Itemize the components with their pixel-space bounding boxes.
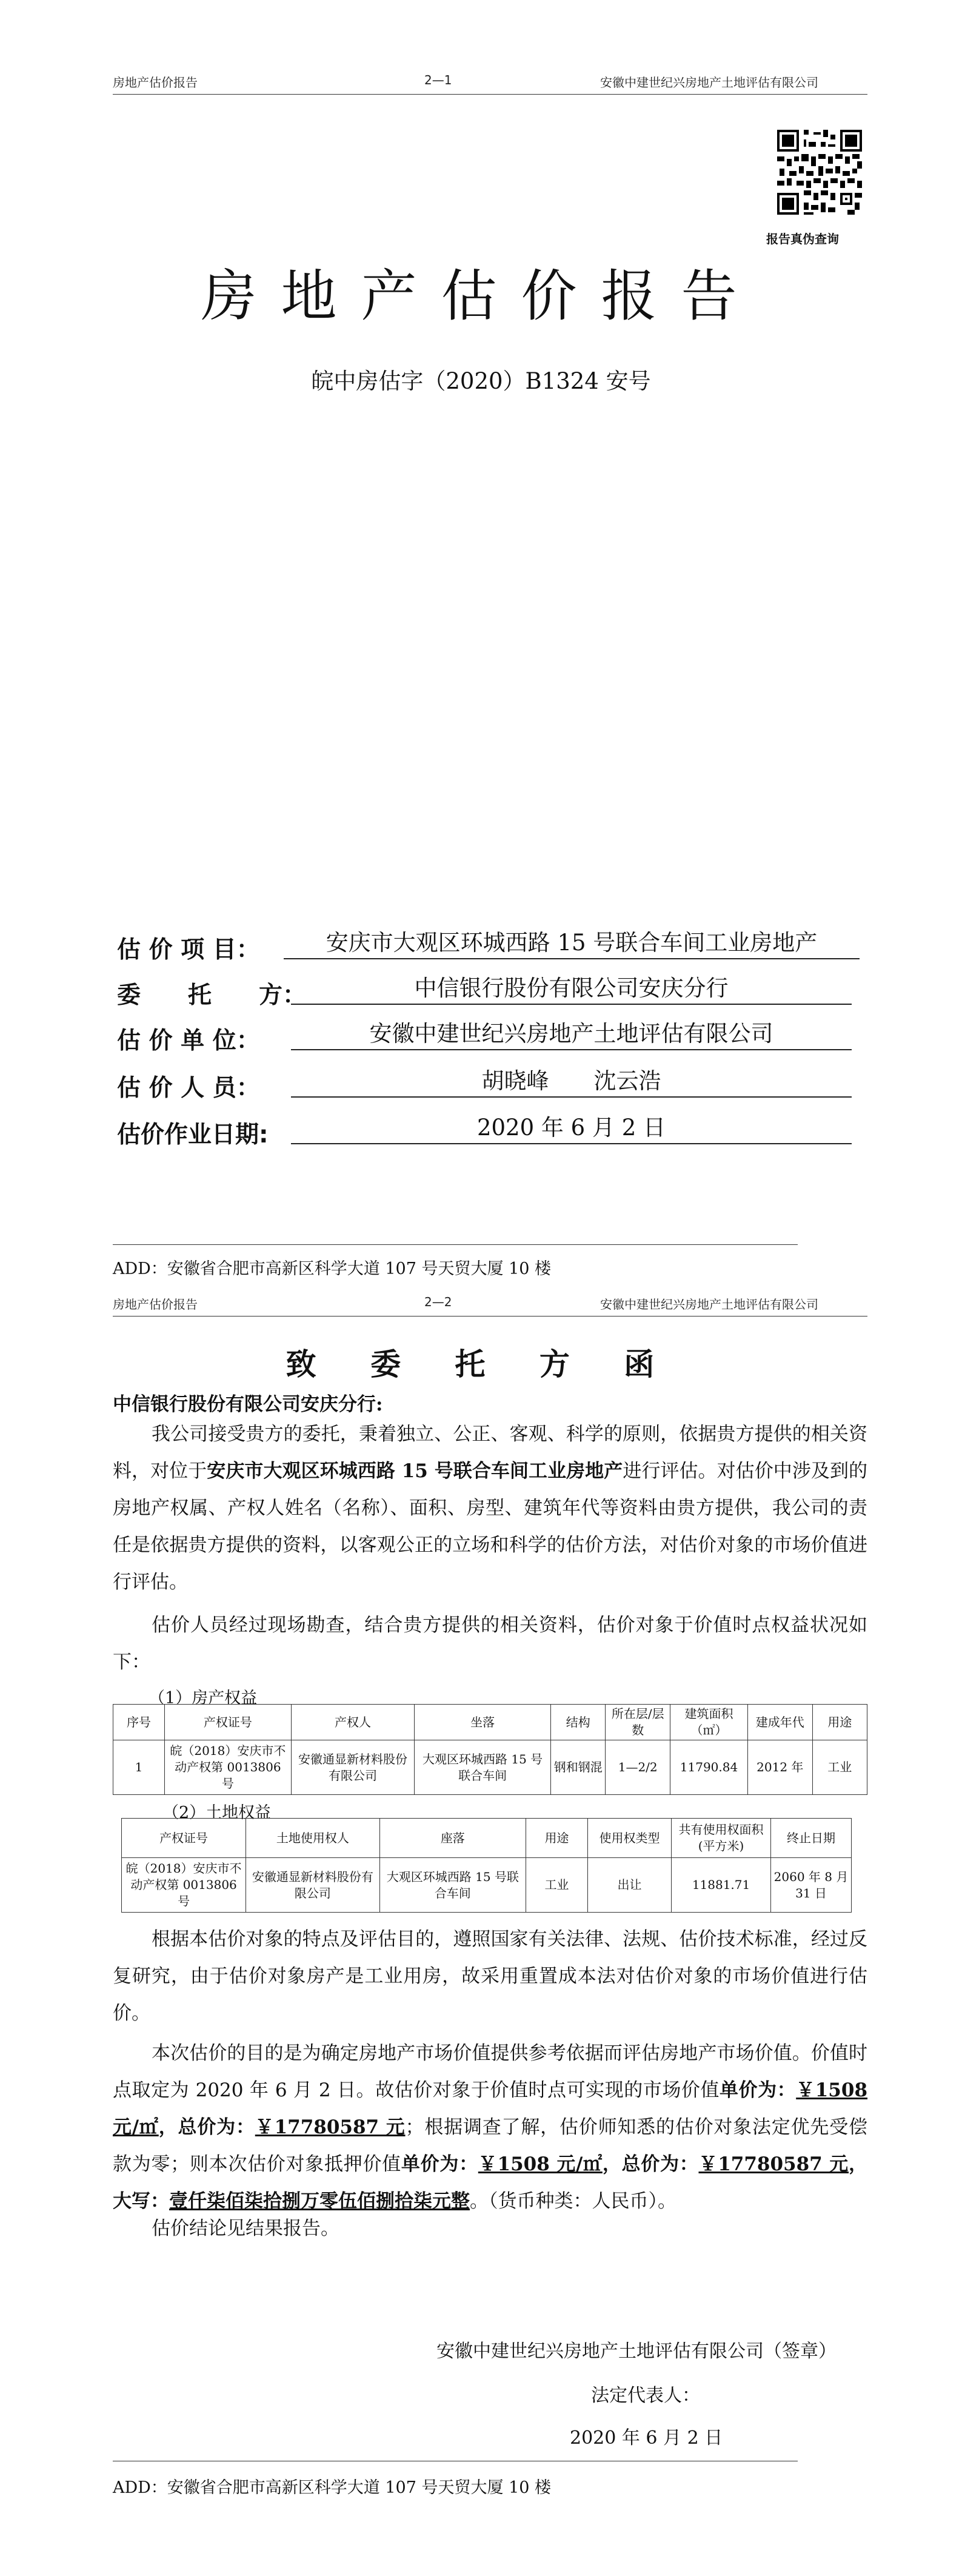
table-header: 产权证号 <box>165 1705 292 1740</box>
table-cell: 2060 年 8 月 31 日 <box>770 1858 851 1913</box>
field-value-appraisers: 胡晓峰 沈云浩 <box>291 1066 852 1098</box>
table-header: 座落 <box>379 1819 526 1858</box>
table-header: 建筑面积（㎡） <box>670 1705 747 1740</box>
p1-property-name: 安庆市大观区环城西路 15 号联合车间工业房地产 <box>207 1460 623 1482</box>
table-row <box>122 1858 852 1913</box>
table-cell: 大观区环城西路 15 号联合车间 <box>415 1740 551 1795</box>
table1-title: （1）房产权益 <box>149 1689 258 1708</box>
page1-header-page-number: 2—1 <box>424 73 452 87</box>
field-label-appraisers: 估 价 人 员： <box>117 1075 260 1102</box>
p4-unit-price-2: ￥1508 元/㎡ <box>478 2153 603 2175</box>
table-header: 终止日期 <box>770 1819 851 1858</box>
table-cell: 工业 <box>812 1740 867 1795</box>
field-label-client: 委 托 方： <box>117 982 307 1009</box>
report-number: 皖中房估字（2020）B1324 安号 <box>311 368 651 394</box>
field-value-work-date: 2020 年 6 月 2 日 <box>291 1113 852 1144</box>
letter-salutation: 中信银行股份有限公司安庆分行: <box>113 1394 383 1415</box>
letter-paragraph-5: 估价结论见结果报告。 <box>152 2218 339 2239</box>
p1-text-a: 我公司接受贵方的委托，秉着独立、公正、客观、科学的原则，依据贵方提供的相关资料，对位于 <box>113 1423 867 1482</box>
table-header: 产权证号 <box>122 1819 246 1858</box>
field-value-project: 安庆市大观区环城西路 15 号联合车间工业房地产 <box>284 928 860 959</box>
table-header-row <box>122 1819 852 1858</box>
table-cell: 2012 年 <box>748 1740 813 1795</box>
p4-total-label-2: ，总价为： <box>602 2153 699 2175</box>
field-value-appraiser-company: 安徽中建世纪兴房地产土地评估有限公司 <box>291 1019 852 1050</box>
table-header: 序号 <box>113 1705 165 1740</box>
table-cell: 11881.71 <box>672 1858 771 1913</box>
table-header: 结构 <box>551 1705 606 1740</box>
p4-daxie-amount: 壹仟柒佰柒拾捌万零伍佰捌拾柒元整 <box>169 2190 470 2212</box>
table-header-row <box>113 1705 867 1740</box>
table-cell: 安徽通显新材料股份有限公司 <box>291 1740 414 1795</box>
land-rights-table <box>121 1818 852 1913</box>
letter-paragraph-3: 根据本估价对象的特点及评估目的，遵照国家有关法律、法规、估价技术标准，经过反复研究，由于估价对象房产是工业用房，故采用重置成本法对估价对象的市场价值进行估价。 <box>113 1928 867 2024</box>
table-header: 建成年代 <box>748 1705 813 1740</box>
p4-text-c: 。（货币种类：人民币）。 <box>470 2190 676 2212</box>
p4-text-a: 本次估价的目的是为确定房地产市场价值提供参考依据而评估房地产市场价值。价值时点取定为 2020 年 6 月 2 日。故估价对象于价值时点可实现的市场价值 <box>113 2042 867 2101</box>
table-cell: 皖（2018）安庆市不动产权第 0013806 号 <box>165 1740 292 1795</box>
table-cell: 1—2/2 <box>606 1740 670 1795</box>
table-header: 产权人 <box>291 1705 414 1740</box>
page1-footer-address: ADD：安徽省合肥市高新区科学大道 107 号天贸大厦 10 楼 <box>113 1259 552 1278</box>
table-header: 共有使用权面积(平方米) <box>672 1819 771 1858</box>
p4-daxie-label: ，大写： <box>113 2153 867 2212</box>
page1-footer-rule <box>113 1244 798 1245</box>
page1-header-right: 安徽中建世纪兴房地产土地评估有限公司 <box>600 75 818 90</box>
p4-unit-label-2: 单价为： <box>401 2153 478 2175</box>
p4-unit-label: 单价为： <box>719 2079 797 2101</box>
page2-header-page-number: 2—2 <box>424 1295 452 1309</box>
page2-header-rule <box>113 1316 867 1317</box>
letter-paragraph-2: 估价人员经过现场勘查，结合贵方提供的相关资料，估价对象于价值时点权益状况如下： <box>113 1614 867 1673</box>
signature-company: 安徽中建世纪兴房地产土地评估有限公司（签章） <box>436 2341 837 2362</box>
table-cell: 大观区环城西路 15 号联合车间 <box>379 1858 526 1913</box>
field-label-appraiser-company: 估 价 单 位： <box>117 1027 260 1055</box>
table-header: 使用权类型 <box>587 1819 671 1858</box>
table-cell: 1 <box>113 1740 165 1795</box>
p4-total-price: ￥17780587 元 <box>255 2116 406 2138</box>
p4-unit-price: ￥1508 元/㎡ <box>113 2079 868 2138</box>
table-cell: 皖（2018）安庆市不动产权第 0013806 号 <box>122 1858 246 1913</box>
report-title: 房地产估价报告 <box>201 264 761 329</box>
page1-header-rule <box>113 94 867 95</box>
table-cell: 安徽通显新材料股份有限公司 <box>246 1858 380 1913</box>
page2-header-left: 房地产估价报告 <box>113 1297 198 1312</box>
p1-text-c: 进行评估。对估价中涉及到的房地产权属、产权人姓名（名称）、面积、房型、建筑年代等资料由贵方提供，我公司的责任是依据贵方提供的资料，以客观公正的立场和科学的估价方法，对估价对象的市场价值进行评估。 <box>113 1460 868 1593</box>
table2-title: （2）土地权益 <box>162 1803 272 1822</box>
field-value-client: 中信银行股份有限公司安庆分行 <box>291 973 852 1005</box>
letter-paragraph-1 <box>113 1416 867 1601</box>
field-label-project: 估 价 项 目： <box>117 936 260 964</box>
signature-date: 2020 年 6 月 2 日 <box>570 2427 723 2449</box>
table-header: 所在层/层数 <box>606 1705 670 1740</box>
table-header: 用途 <box>526 1819 587 1858</box>
letter-paragraph-4 <box>113 2035 867 2220</box>
page2-header-right: 安徽中建世纪兴房地产土地评估有限公司 <box>600 1297 818 1312</box>
house-rights-table <box>113 1704 867 1795</box>
table-cell: 出让 <box>587 1858 671 1913</box>
table-cell: 11790.84 <box>670 1740 747 1795</box>
table-cell: 工业 <box>526 1858 587 1913</box>
p4-total-price-2: ￥17780587 元 <box>698 2153 849 2175</box>
signature-legal-rep: 法定代表人： <box>591 2385 700 2406</box>
table-header: 用途 <box>812 1705 867 1740</box>
table-header: 土地使用权人 <box>246 1819 380 1858</box>
qr-code-icon <box>775 127 864 217</box>
p4-total-label: ，总价为： <box>158 2116 255 2138</box>
table-cell: 钢和钢混 <box>551 1740 606 1795</box>
p4-text-b: ；根据调查了解，估价师知悉的估价对象法定优先受偿款为零；则本次估价对象抵押价值 <box>113 2116 868 2175</box>
page1-header-left: 房地产估价报告 <box>113 75 198 90</box>
table-row <box>113 1740 867 1795</box>
page2-footer-address: ADD：安徽省合肥市高新区科学大道 107 号天贸大厦 10 楼 <box>113 2478 552 2497</box>
qr-caption: 报告真伪查询 <box>766 232 839 246</box>
table-header: 坐落 <box>415 1705 551 1740</box>
field-label-work-date: 估价作业日期: <box>117 1121 269 1149</box>
letter-title: 致 委 托 方 函 <box>286 1346 676 1382</box>
